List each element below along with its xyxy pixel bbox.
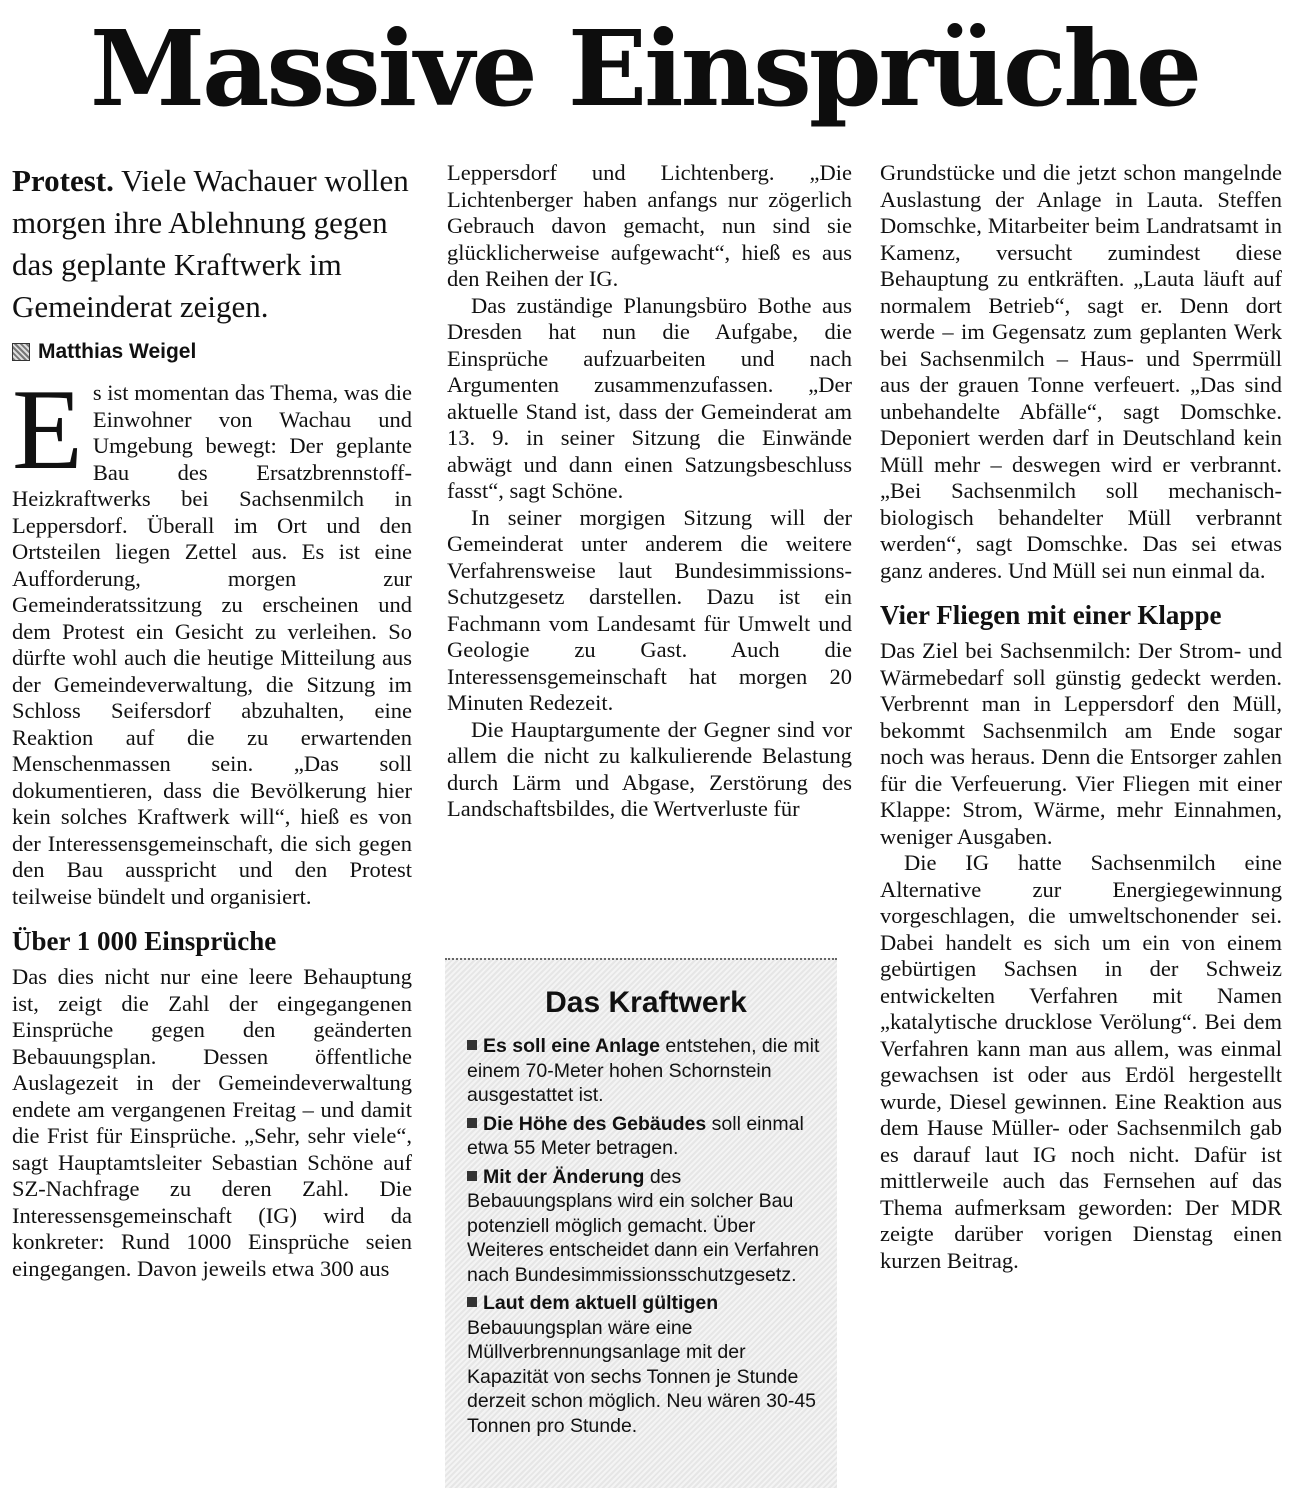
author-name: Matthias Weigel <box>38 340 197 363</box>
info-item-lead: Die Höhe des Gebäudes <box>483 1112 707 1135</box>
info-box <box>445 958 837 1488</box>
lead-text: Viele Wachauer wollen morgen ihre Ablehnung gegen das geplante Kraftwerk im Gemeinderat zeigen. <box>12 163 409 324</box>
body-paragraph-1 <box>12 366 412 910</box>
lead-paragraph <box>12 160 412 328</box>
body-paragraph-8: Das Ziel bei Sachsenmilch: Der Strom- und Wärmebedarf soll günstig gedeckt werden. Verbrennt man in Leppersdorf den Müll, bekommt Sachsenmilch am Ende sogar noch was heraus. Denn die Entsorger zahlen für die Verfeuerung. Vier Fliegen mit einer Klappe: Strom, Wärme, mehr Einnahmen, weniger Ausgaben. <box>880 638 1282 849</box>
article-column-1 <box>12 160 412 1505</box>
info-item <box>467 1165 825 1288</box>
info-item-text: entstehen, die mit einem 70-Meter hohen Schornstein ausgestattet ist. <box>467 1035 820 1106</box>
info-item-text: des Bebauungsplans wird ein solcher Bau potenziell möglich gemacht. Über Weiteres entscheidet dann ein Verfahren nach Bundesimmissionsschutzgesetz. <box>467 1165 819 1286</box>
body-paragraph-6: Die Hauptargumente der Gegner sind vor allem die nicht zu kalkulierende Belastung durch Lärm und Abgase, Zerstörung des Landschaftsbildes, die Wertverluste für <box>447 716 852 821</box>
body-paragraph-9: Die IG hatte Sachsenmilch eine Alternative zur Energiegewinnung vorgeschlagen, die umweltschonender sei. Dabei handelt es sich um ein von einem gebürtigen Sachsen in der Schweiz entwickelten Verfahren mit Namen „katalytische drucklose Verölung“. Bei dem Verfahren kann man aus allem, was einmal gewachsen ist oder aus Erdöl hergestellt wurde, Diesel gewinnen. Eine Reaktion aus dem Hause Müller- oder Sachsenmilch gab es darauf laut IG noch nicht. Dafür ist mittlerweile auch das Fernsehen auf das Thema aufmerksam geworden: Der MDR zeigte darüber vorigen Dienstag einen kurzen Beitrag. <box>880 850 1282 1273</box>
paragraph-text: s ist momentan das Thema, was die Einwohner von Wachau und Umgebung bewegt: Der geplante Bau des Ersatzbrennstoff-Heizkraftwerks bei Sachsenmilch in Leppersdorf. Überall im Ort und den Ortsteilen liegen Zettel aus. Es ist eine Aufforderung, morgen zur Gemeinderatssitzung zu erscheinen und dem Protest ein Gesicht zu verleihen. So dürfte wohl auch die heutige Mitteilung aus der Gemeindeverwaltung, die Sitzung im Schloss Seifersdorf abzuhalten, eine Reaktion auf die zu erwartenden Menschenmassen sein. „Das soll dokumentieren, dass die Bevölkerung hier kein solches Kraftwerk will“, hieß es von der Interessensgemeinschaft, die sich gegen den Bau ausspricht und den Protest teilweise bündelt und organisiert. <box>12 380 412 909</box>
article-column-3 <box>880 160 1282 1505</box>
byline-square-icon <box>12 343 30 361</box>
body-paragraph-7: Grundstücke und die jetzt schon mangelnde Auslastung der Anlage in Lauta. Steffen Domschke, Mitarbeiter beim Landratsamt in Kamenz, versucht zumindest diese Behauptung zu entkräften. „Lauta läuft auf normalem Betrieb“, sagt er. Denn dort werde – im Gegensatz zum geplanten Werk bei Sachsenmilch – Haus- und Sperrmüll aus der grauen Tonne verfeuert. „Das sind unbehandelte Abfälle“, sagt Domschke. Deponiert werden darf in Deutschland kein Müll mehr – deswegen wird er verbrannt. „Bei Sachsenmilch soll mechanisch-biologisch behandelter Müll verbrannt werden“, sagt Domschke. Das sei etwas ganz anderes. Und Müll sei nun einmal da. <box>880 160 1282 583</box>
subheading-einsprueche: Über 1 000 Einsprüche <box>12 926 277 956</box>
info-item <box>467 1034 825 1108</box>
info-item-text: Bebauungsplan wäre eine Müllverbrennungsanlage mit der Kapazität von sechs Tonnen je Stunde derzeit schon möglich. Neu wären 30-45 Tonnen pro Stunde. <box>467 1316 817 1437</box>
info-item-lead: Mit der Änderung <box>483 1165 645 1188</box>
info-item-lead: Es soll eine Anlage <box>483 1035 661 1057</box>
info-item-lead: Laut dem aktuell gültigen <box>483 1292 719 1314</box>
bullet-icon <box>467 1171 477 1181</box>
drop-cap: E <box>12 366 83 494</box>
bullet-icon <box>467 1118 477 1128</box>
body-paragraph-2: Das dies nicht nur eine leere Behauptung ist, zeigt die Zahl der eingegangenen Einsprüche gegen den geänderten Bebauungsplan. Dessen öffentliche Auslagezeit in der Gemeindeverwaltung endete am vergangenen Freitag – und damit die Frist für Einsprüche. „Sehr, sehr viele“, sagt Hauptamtsleiter Sebastian Schöne auf SZ-Nachfrage zu deren Zahl. Die Interessensgemeinschaft (IG) wird da konkreter: Rund 1000 Einsprüche seien eingegangen. Davon jeweils etwa 300 aus <box>12 964 412 1281</box>
body-paragraph-3: Leppersdorf und Lichtenberg. „Die Lichtenberger haben anfangs nur zögerlich Gebrauch davon gemacht, nun sind sie glücklicherweise aufgewacht“, hieß es aus den Reihen der IG. <box>447 160 852 291</box>
subheading-vier-fliegen: Vier Fliegen mit einer Klappe <box>880 600 1222 630</box>
info-item <box>467 1112 825 1161</box>
byline <box>12 340 412 364</box>
headline: Massive Einsprüche <box>89 7 1200 130</box>
info-item-text: soll einmal etwa 55 Meter betragen. <box>467 1112 804 1159</box>
body-paragraph-4: Das zuständige Planungsbüro Bothe aus Dresden hat nun die Aufgabe, die Einsprüche aufzuarbeiten und nach Argumenten zusammenzufassen. „Der aktuelle Stand ist, dass der Gemeinderat am 13. 9. in seiner Sitzung die Einwände abwägt und dann einen Satzungsbeschluss fasst“, sagt Schöne. <box>447 292 852 503</box>
info-item <box>467 1291 825 1438</box>
body-paragraph-5: In seiner morgigen Sitzung will der Gemeinderat unter anderem die weitere Verfahrensweise laut Bundesimmissions-Schutzgesetz darstellen. Dazu ist ein Fachmann vom Landesamt für Umwelt und Geologie zu Gast. Auch die Interessensgemeinschaft hat morgen 20 Minuten Redezeit. <box>447 504 852 715</box>
bullet-icon <box>467 1040 477 1050</box>
bullet-icon <box>467 1297 477 1307</box>
lead-kicker: Protest. <box>12 163 114 198</box>
info-box-title: Das Kraftwerk <box>545 986 747 1019</box>
